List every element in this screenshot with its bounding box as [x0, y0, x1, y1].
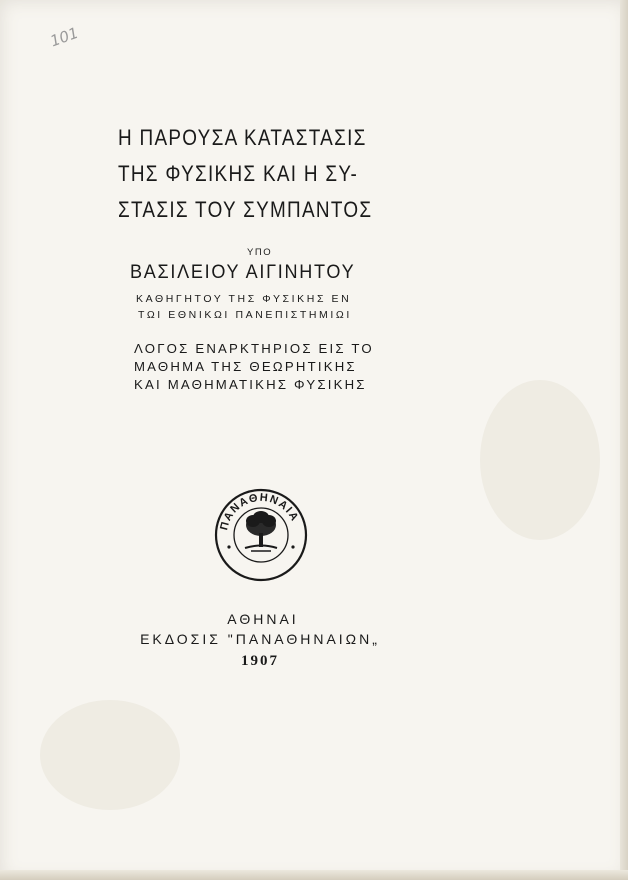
- title-line: ΣΤΑΣΙΣ ΤΟΥ ΣΥΜΠΑΝΤΟΣ: [118, 197, 373, 222]
- book-title: [118, 120, 376, 228]
- publication-city: ΑΘΗΝΑΙ: [227, 611, 299, 627]
- seal-ring-text: ΠΑΝΑΘΗΝΑΙΑ: [218, 491, 301, 532]
- page-edge: [620, 0, 628, 880]
- lecture-line: ΚΑΙ ΜΑΘΗΜΑΤΙΚΗΣ ΦΥΣΙΚΗΣ: [134, 377, 367, 392]
- tree-seal-icon: [213, 487, 309, 583]
- lecture-line: ΜΑΘΗΜΑ ΤΗΣ ΘΕΩΡΗΤΙΚΗΣ: [134, 359, 357, 374]
- publisher-block: [0, 609, 520, 673]
- title-line: ΤΗΣ ΦΥΣΙΚΗΣ ΚΑΙ Η ΣΥ-: [118, 161, 359, 186]
- title-line: Η ΠΑΡΟΥΣΑ ΚΑΤΑΣΤΑΣΙΣ: [118, 125, 367, 150]
- author-role: [136, 291, 352, 323]
- author-role-line: ΚΑΘΗΓΗΤΟΥ ΤΗΣ ΦΥΣΙΚΗΣ ΕΝ: [136, 293, 352, 305]
- lecture-subtitle: [134, 340, 374, 394]
- by-label: ΥΠΟ: [247, 247, 273, 258]
- paper-stain: [480, 380, 600, 540]
- lecture-line: ΛΟΓΟΣ ΕΝΑΡΚΤΗΡΙΟΣ ΕΙΣ ΤΟ: [134, 341, 374, 356]
- pencil-annotation: 101: [47, 23, 81, 51]
- author-name: ΒΑΣΙΛΕΙΟΥ ΑΙΓΙΝΗΤΟΥ: [130, 262, 356, 283]
- publication-year: 1907: [241, 653, 279, 669]
- publisher-name: ΕΚΔΟΣΙΣ "ΠΑΝΑΘΗΝΑΙΩΝ„: [140, 631, 380, 647]
- paper-stain: [40, 700, 180, 810]
- page-edge: [0, 870, 628, 880]
- author-role-line: ΤΩΙ ΕΘΝΙΚΩΙ ΠΑΝΕΠΙΣΤΗΜΙΩΙ: [138, 309, 352, 321]
